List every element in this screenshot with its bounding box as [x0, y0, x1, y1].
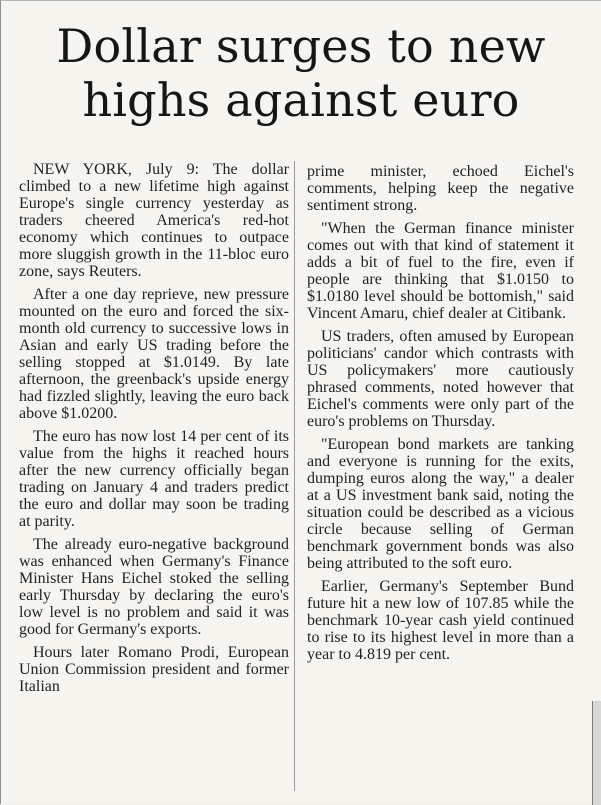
- article-column-right: [307, 163, 574, 669]
- article-paragraph: US traders, often amused by European politicians' candor which contrasts with US policymakers' more cautiously phrased comments, noted however that Eichel's comments were only part of the euro's problems on Thursday.: [307, 328, 574, 430]
- article-paragraph: The euro has now lost 14 per cent of its value from the highs it reached hours after the new currency officially began trading on January 4 and traders predict the euro and dollar may soon be trading at parity.: [19, 428, 289, 530]
- article-paragraph: "When the German finance minister comes out with that kind of statement it adds a bit of fuel to the fire, even if people are thinking that $1.0150 to $1.0180 level should be bottomish," said Vincent Amaru, chief dealer at Citibank.: [307, 220, 574, 322]
- article-paragraph: NEW YORK, July 9: The dollar climbed to a new lifetime high against Europe's single currency yesterday as traders cheered America's red-hot economy which continues to outpace more sluggish growth in the 11-bloc euro zone, says Reuters.: [19, 161, 289, 280]
- article-paragraph: prime minister, echoed Eichel's comments, helping keep the negative sentiment strong.: [307, 163, 574, 214]
- column-divider: [294, 161, 295, 791]
- article-paragraph: The already euro-negative background was enhanced when Germany's Finance Minister Hans Eichel stoked the selling early Thursday by declaring the euro's low level is no problem and said it was good for Germany's exports.: [19, 536, 289, 638]
- article-paragraph: Earlier, Germany's September Bund future hit a new low of 107.85 while the benchmark 10-year cash yield continued to rise to its highest level in more than a year to 4.819 per cent.: [307, 578, 574, 663]
- article-paragraph: "European bond markets are tanking and everyone is running for the exits, dumping euros along the way," a dealer at a US investment bank said, noting the situation could be described as a vicious circle because selling of German benchmark government bonds was also being attributed to the soft euro.: [307, 436, 574, 572]
- clipping-edge: [592, 701, 601, 805]
- article-headline: Dollar surges to new highs against euro: [56, 19, 546, 127]
- article-column-left: [19, 161, 289, 701]
- article-paragraph: Hours later Romano Prodi, European Union Commission president and former Italian: [19, 644, 289, 695]
- article-paragraph: After a one day reprieve, new pressure mounted on the euro and forced the six-month old currency to successive lows in Asian and early US trading before the selling stopped at $1.0149. By late afternoon, the greenback's upside energy had fizzled slightly, leaving the euro back above $1.0200.: [19, 286, 289, 422]
